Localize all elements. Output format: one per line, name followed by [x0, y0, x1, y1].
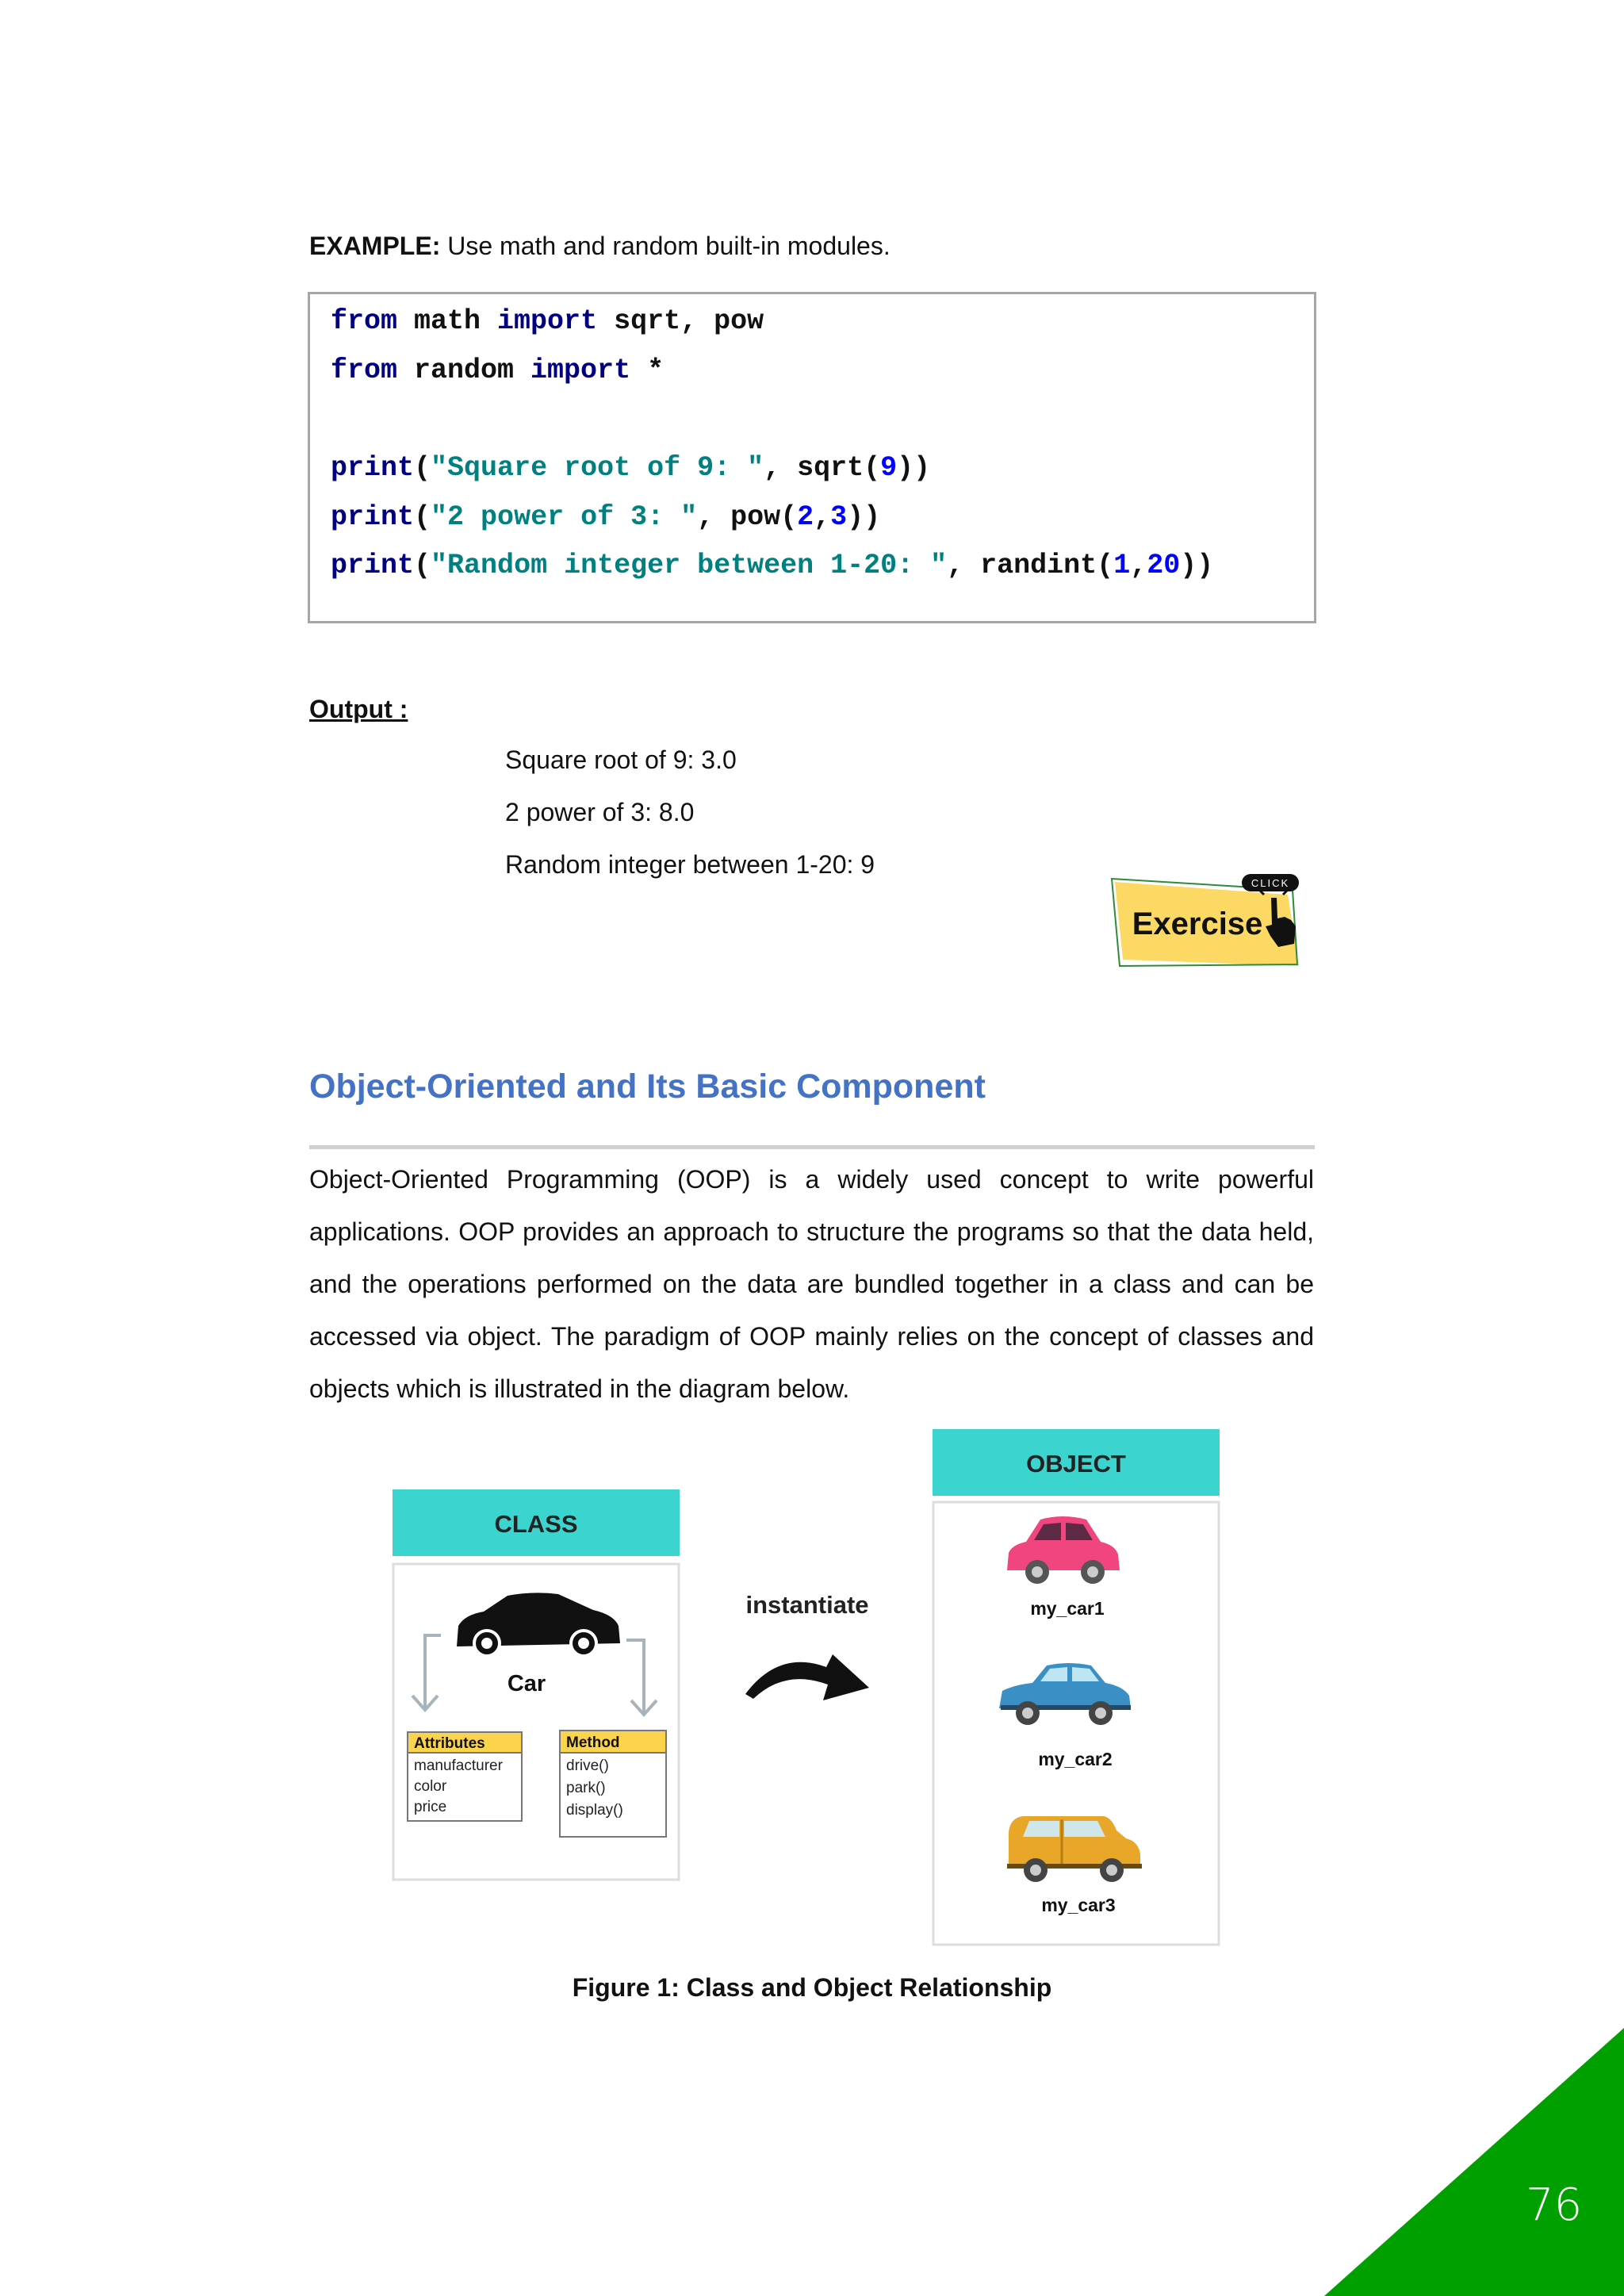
section-divider: [309, 1145, 1315, 1149]
code-line-4: print("2 power of 3: ", pow(2,3)): [331, 501, 881, 533]
output-label: Output :: [309, 695, 408, 723]
click-badge-text: CLICK: [1251, 877, 1290, 889]
output-line-3: Random integer between 1-20: 9: [505, 850, 875, 879]
exercise-button[interactable]: [1109, 871, 1305, 976]
section-title: Object-Oriented and Its Basic Component: [309, 1068, 986, 1106]
example-text: Use math and random built-in modules.: [440, 232, 891, 260]
output-line-1: Square root of 9: 3.0: [505, 746, 737, 774]
corner-shape: [1324, 2028, 1624, 2296]
code-block: [308, 292, 1316, 623]
class-object-diagram: [389, 1426, 1221, 1951]
object-header: OBJECT: [1026, 1450, 1126, 1478]
method-item: drive(): [566, 1757, 609, 1774]
page-corner-triangle: [1324, 2028, 1624, 2296]
object-name: my_car3: [1041, 1895, 1116, 1915]
curved-arrow-icon: [745, 1654, 869, 1700]
code-line-2: from random import *: [331, 355, 665, 386]
attribute-item: color: [414, 1778, 447, 1795]
class-name: Car: [507, 1671, 546, 1696]
attributes-title: Attributes: [414, 1735, 485, 1752]
code-line-1: from math import sqrt, pow: [331, 305, 764, 337]
code-line-5: print("Random integer between 1-20: ", randint(1,20)): [331, 550, 1214, 581]
class-header: CLASS: [494, 1510, 578, 1538]
example-heading: [309, 232, 891, 261]
page-number: 76: [1526, 2179, 1583, 2231]
exercise-label: Exercise: [1132, 907, 1263, 941]
attribute-item: price: [414, 1799, 447, 1815]
method-item: display(): [566, 1802, 623, 1819]
object-name: my_car2: [1038, 1749, 1113, 1769]
method-item: park(): [566, 1780, 606, 1796]
output-line-2: 2 power of 3: 8.0: [505, 798, 695, 826]
example-label: EXAMPLE:: [309, 232, 441, 260]
methods-title: Method: [566, 1734, 620, 1751]
instantiate-label: instantiate: [745, 1591, 869, 1619]
code-line-3: print("Square root of 9: ", sqrt(9)): [331, 452, 931, 484]
attribute-item: manufacturer: [414, 1757, 503, 1774]
object-name: my_car1: [1030, 1598, 1105, 1619]
figure-caption: Figure 1: Class and Object Relationship: [572, 1973, 1052, 2002]
section-paragraph: Object-Oriented Programming (OOP) is a widely used concept to write powerful applications. OOP provides an approach to structure the programs so that the data held, and the operations performed on the data are bundled together in a class and can be accessed via object. The paradigm of OOP mainly relies on the concept of classes and objects which is illustrated in the diagram below.: [309, 1165, 1314, 1403]
